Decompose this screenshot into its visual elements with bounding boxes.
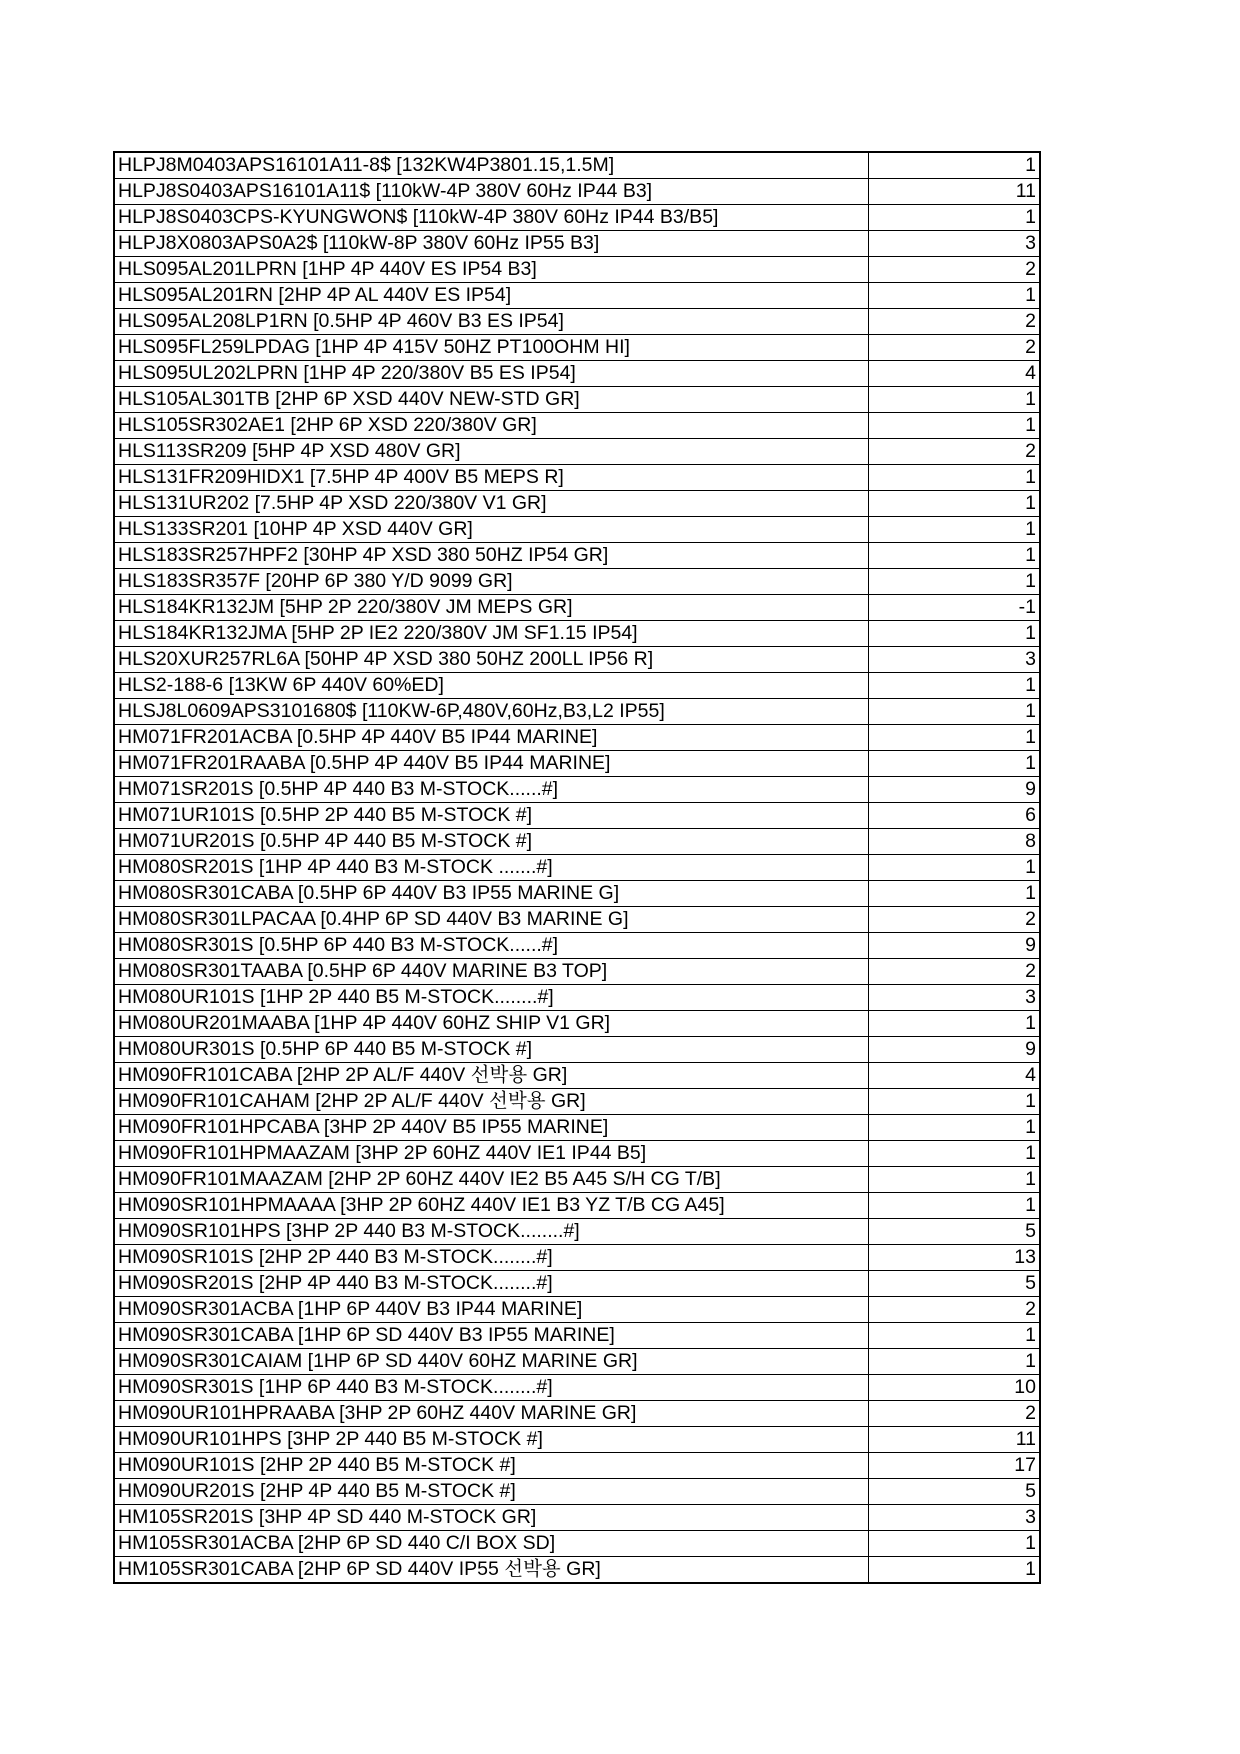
item-description-cell: HM071UR201S [0.5HP 4P 440 B5 M-STOCK #] (114, 829, 868, 855)
table-row (114, 1531, 1040, 1557)
quantity-cell: 4 (868, 361, 1040, 387)
table-row (114, 1427, 1040, 1453)
quantity-cell: 9 (868, 1037, 1040, 1063)
quantity-cell: 3 (868, 1505, 1040, 1531)
table-row (114, 179, 1040, 205)
quantity-cell: 1 (868, 1531, 1040, 1557)
table-row (114, 1479, 1040, 1505)
quantity-cell: 1 (868, 1011, 1040, 1037)
item-description-cell: HM090UR101S [2HP 2P 440 B5 M-STOCK #] (114, 1453, 868, 1479)
item-description-cell: HM080UR201MAABA [1HP 4P 440V 60HZ SHIP V1 GR] (114, 1011, 868, 1037)
quantity-cell: 2 (868, 335, 1040, 361)
table-row (114, 959, 1040, 985)
quantity-cell: 1 (868, 517, 1040, 543)
item-description-cell: HM080UR301S [0.5HP 6P 440 B5 M-STOCK #] (114, 1037, 868, 1063)
table-row (114, 1323, 1040, 1349)
table-row (114, 1375, 1040, 1401)
item-description-cell: HM090SR101S [2HP 2P 440 B3 M-STOCK........#] (114, 1245, 868, 1271)
item-description-cell: HLS184KR132JM [5HP 2P 220/380V JM MEPS GR] (114, 595, 868, 621)
table-row (114, 569, 1040, 595)
item-description-cell: HM105SR301CABA [2HP 6P SD 440V IP55 선박용 GR] (114, 1557, 868, 1584)
item-description-cell: HLS095AL208LP1RN [0.5HP 4P 460V B3 ES IP54] (114, 309, 868, 335)
item-description-cell: HM071SR201S [0.5HP 4P 440 B3 M-STOCK......#] (114, 777, 868, 803)
quantity-cell: 10 (868, 1375, 1040, 1401)
item-description-cell: HLS183SR257HPF2 [30HP 4P XSD 380 50HZ IP54 GR] (114, 543, 868, 569)
table-row (114, 1193, 1040, 1219)
table-row (114, 907, 1040, 933)
quantity-cell: 2 (868, 439, 1040, 465)
item-description-cell: HLS131UR202 [7.5HP 4P XSD 220/380V V1 GR] (114, 491, 868, 517)
table-row (114, 231, 1040, 257)
table-row (114, 205, 1040, 231)
item-description-cell: HM090SR201S [2HP 4P 440 B3 M-STOCK........#] (114, 1271, 868, 1297)
item-description-cell: HM090SR301ACBA [1HP 6P 440V B3 IP44 MARINE] (114, 1297, 868, 1323)
quantity-cell: 2 (868, 1297, 1040, 1323)
item-description-cell: HM071FR201RAABA [0.5HP 4P 440V B5 IP44 MARINE] (114, 751, 868, 777)
item-description-cell: HM090SR301CAIAM [1HP 6P SD 440V 60HZ MARINE GR] (114, 1349, 868, 1375)
item-description-cell: HLS113SR209 [5HP 4P XSD 480V GR] (114, 439, 868, 465)
item-description-cell: HM090UR201S [2HP 4P 440 B5 M-STOCK #] (114, 1479, 868, 1505)
table-row (114, 985, 1040, 1011)
quantity-cell: 5 (868, 1271, 1040, 1297)
item-description-cell: HLS105AL301TB [2HP 6P XSD 440V NEW-STD GR] (114, 387, 868, 413)
quantity-cell: 1 (868, 751, 1040, 777)
quantity-cell: 1 (868, 152, 1040, 179)
table-row (114, 803, 1040, 829)
item-description-cell: HM071UR101S [0.5HP 2P 440 B5 M-STOCK #] (114, 803, 868, 829)
table-row (114, 1271, 1040, 1297)
table-row (114, 1557, 1040, 1584)
item-description-cell: HM090FR101MAAZAM [2HP 2P 60HZ 440V IE2 B5 A45 S/H CG T/B] (114, 1167, 868, 1193)
inventory-table (113, 151, 1041, 1584)
item-description-cell: HM090FR101CAHAM [2HP 2P AL/F 440V 선박용 GR] (114, 1089, 868, 1115)
quantity-cell: 1 (868, 283, 1040, 309)
table-row (114, 1505, 1040, 1531)
quantity-cell: 1 (868, 205, 1040, 231)
table-row (114, 283, 1040, 309)
quantity-cell: 1 (868, 855, 1040, 881)
quantity-cell: 2 (868, 907, 1040, 933)
table-row (114, 1349, 1040, 1375)
item-description-cell: HM105SR201S [3HP 4P SD 440 M-STOCK GR] (114, 1505, 868, 1531)
quantity-cell: 2 (868, 1401, 1040, 1427)
table-row (114, 673, 1040, 699)
table-row (114, 387, 1040, 413)
item-description-cell: HM090FR101HPMAAZAM [3HP 2P 60HZ 440V IE1 IP44 B5] (114, 1141, 868, 1167)
quantity-cell: 5 (868, 1479, 1040, 1505)
inventory-table-body (114, 152, 1040, 1583)
quantity-cell: 2 (868, 309, 1040, 335)
item-description-cell: HLPJ8S0403APS16101A11$ [110kW-4P 380V 60Hz IP44 B3] (114, 179, 868, 205)
table-row (114, 595, 1040, 621)
table-row (114, 1115, 1040, 1141)
quantity-cell: 1 (868, 1557, 1040, 1584)
item-description-cell: HM071FR201ACBA [0.5HP 4P 440V B5 IP44 MARINE] (114, 725, 868, 751)
quantity-cell: 1 (868, 1349, 1040, 1375)
table-row (114, 1297, 1040, 1323)
quantity-cell: 1 (868, 491, 1040, 517)
item-description-cell: HLS095UL202LPRN [1HP 4P 220/380V B5 ES IP54] (114, 361, 868, 387)
quantity-cell: 1 (868, 699, 1040, 725)
table-row (114, 309, 1040, 335)
inventory-sheet (113, 151, 1039, 1584)
table-row (114, 439, 1040, 465)
quantity-cell: 17 (868, 1453, 1040, 1479)
table-row (114, 1063, 1040, 1089)
quantity-cell: 1 (868, 673, 1040, 699)
quantity-cell: 1 (868, 1323, 1040, 1349)
quantity-cell: 4 (868, 1063, 1040, 1089)
item-description-cell: HM090SR301S [1HP 6P 440 B3 M-STOCK........#] (114, 1375, 868, 1401)
table-row (114, 491, 1040, 517)
quantity-cell: 2 (868, 257, 1040, 283)
item-description-cell: HLPJ8S0403CPS-KYUNGWON$ [110kW-4P 380V 60Hz IP44 B3/B5] (114, 205, 868, 231)
quantity-cell: 1 (868, 569, 1040, 595)
item-description-cell: HM090UR101HPRAABA [3HP 2P 60HZ 440V MARINE GR] (114, 1401, 868, 1427)
quantity-cell: 5 (868, 1219, 1040, 1245)
table-row (114, 465, 1040, 491)
item-description-cell: HLS133SR201 [10HP 4P XSD 440V GR] (114, 517, 868, 543)
table-row (114, 1245, 1040, 1271)
item-description-cell: HM080UR101S [1HP 2P 440 B5 M-STOCK........#] (114, 985, 868, 1011)
quantity-cell: 9 (868, 777, 1040, 803)
quantity-cell: 1 (868, 465, 1040, 491)
item-description-cell: HM090SR101HPS [3HP 2P 440 B3 M-STOCK........#] (114, 1219, 868, 1245)
item-description-cell: HLS105SR302AE1 [2HP 6P XSD 220/380V GR] (114, 413, 868, 439)
table-row (114, 855, 1040, 881)
table-row (114, 543, 1040, 569)
table-row (114, 413, 1040, 439)
quantity-cell: 9 (868, 933, 1040, 959)
table-row (114, 1089, 1040, 1115)
quantity-cell: 11 (868, 179, 1040, 205)
table-row (114, 881, 1040, 907)
item-description-cell: HM080SR201S [1HP 4P 440 B3 M-STOCK .......#] (114, 855, 868, 881)
item-description-cell: HLSJ8L0609APS3101680$ [110KW-6P,480V,60Hz,B3,L2 IP55] (114, 699, 868, 725)
table-row (114, 933, 1040, 959)
item-description-cell: HM090UR101HPS [3HP 2P 440 B5 M-STOCK #] (114, 1427, 868, 1453)
quantity-cell: -1 (868, 595, 1040, 621)
item-description-cell: HM090FR101HPCABA [3HP 2P 440V B5 IP55 MARINE] (114, 1115, 868, 1141)
item-description-cell: HLS095FL259LPDAG [1HP 4P 415V 50HZ PT100OHM HI] (114, 335, 868, 361)
item-description-cell: HM105SR301ACBA [2HP 6P SD 440 C/I BOX SD] (114, 1531, 868, 1557)
quantity-cell: 1 (868, 387, 1040, 413)
table-row (114, 647, 1040, 673)
item-description-cell: HM080SR301TAABA [0.5HP 6P 440V MARINE B3 TOP] (114, 959, 868, 985)
table-row (114, 1011, 1040, 1037)
item-description-cell: HM080SR301S [0.5HP 6P 440 B3 M-STOCK......#] (114, 933, 868, 959)
item-description-cell: HLS20XUR257RL6A [50HP 4P XSD 380 50HZ 200LL IP56 R] (114, 647, 868, 673)
table-row (114, 517, 1040, 543)
quantity-cell: 2 (868, 959, 1040, 985)
item-description-cell: HM080SR301CABA [0.5HP 6P 440V B3 IP55 MARINE G] (114, 881, 868, 907)
quantity-cell: 1 (868, 621, 1040, 647)
table-row (114, 361, 1040, 387)
table-row (114, 1037, 1040, 1063)
quantity-cell: 1 (868, 1141, 1040, 1167)
item-description-cell: HM090SR301CABA [1HP 6P SD 440V B3 IP55 MARINE] (114, 1323, 868, 1349)
item-description-cell: HLS095AL201LPRN [1HP 4P 440V ES IP54 B3] (114, 257, 868, 283)
quantity-cell: 1 (868, 1193, 1040, 1219)
quantity-cell: 1 (868, 1167, 1040, 1193)
quantity-cell: 1 (868, 1089, 1040, 1115)
table-row (114, 1167, 1040, 1193)
quantity-cell: 1 (868, 725, 1040, 751)
item-description-cell: HM090SR101HPMAAAA [3HP 2P 60HZ 440V IE1 B3 YZ T/B CG A45] (114, 1193, 868, 1219)
table-row (114, 621, 1040, 647)
quantity-cell: 3 (868, 647, 1040, 673)
item-description-cell: HLS095AL201RN [2HP 4P AL 440V ES IP54] (114, 283, 868, 309)
quantity-cell: 6 (868, 803, 1040, 829)
item-description-cell: HLS2-188-6 [13KW 6P 440V 60%ED] (114, 673, 868, 699)
table-row (114, 777, 1040, 803)
quantity-cell: 3 (868, 231, 1040, 257)
table-row (114, 829, 1040, 855)
item-description-cell: HM090FR101CABA [2HP 2P AL/F 440V 선박용 GR] (114, 1063, 868, 1089)
table-row (114, 257, 1040, 283)
item-description-cell: HM080SR301LPACAA [0.4HP 6P SD 440V B3 MARINE G] (114, 907, 868, 933)
quantity-cell: 11 (868, 1427, 1040, 1453)
item-description-cell: HLS183SR357F [20HP 6P 380 Y/D 9099 GR] (114, 569, 868, 595)
item-description-cell: HLPJ8M0403APS16101A11-8$ [132KW4P3801.15,1.5M] (114, 152, 868, 179)
item-description-cell: HLS131FR209HIDX1 [7.5HP 4P 400V B5 MEPS R] (114, 465, 868, 491)
table-row (114, 152, 1040, 179)
item-description-cell: HLPJ8X0803APS0A2$ [110kW-8P 380V 60Hz IP55 B3] (114, 231, 868, 257)
table-row (114, 725, 1040, 751)
quantity-cell: 1 (868, 1115, 1040, 1141)
table-row (114, 1219, 1040, 1245)
table-row (114, 1141, 1040, 1167)
table-row (114, 335, 1040, 361)
quantity-cell: 1 (868, 543, 1040, 569)
quantity-cell: 1 (868, 413, 1040, 439)
table-row (114, 699, 1040, 725)
quantity-cell: 3 (868, 985, 1040, 1011)
table-row (114, 1401, 1040, 1427)
quantity-cell: 8 (868, 829, 1040, 855)
item-description-cell: HLS184KR132JMA [5HP 2P IE2 220/380V JM SF1.15 IP54] (114, 621, 868, 647)
quantity-cell: 1 (868, 881, 1040, 907)
table-row (114, 751, 1040, 777)
quantity-cell: 13 (868, 1245, 1040, 1271)
table-row (114, 1453, 1040, 1479)
